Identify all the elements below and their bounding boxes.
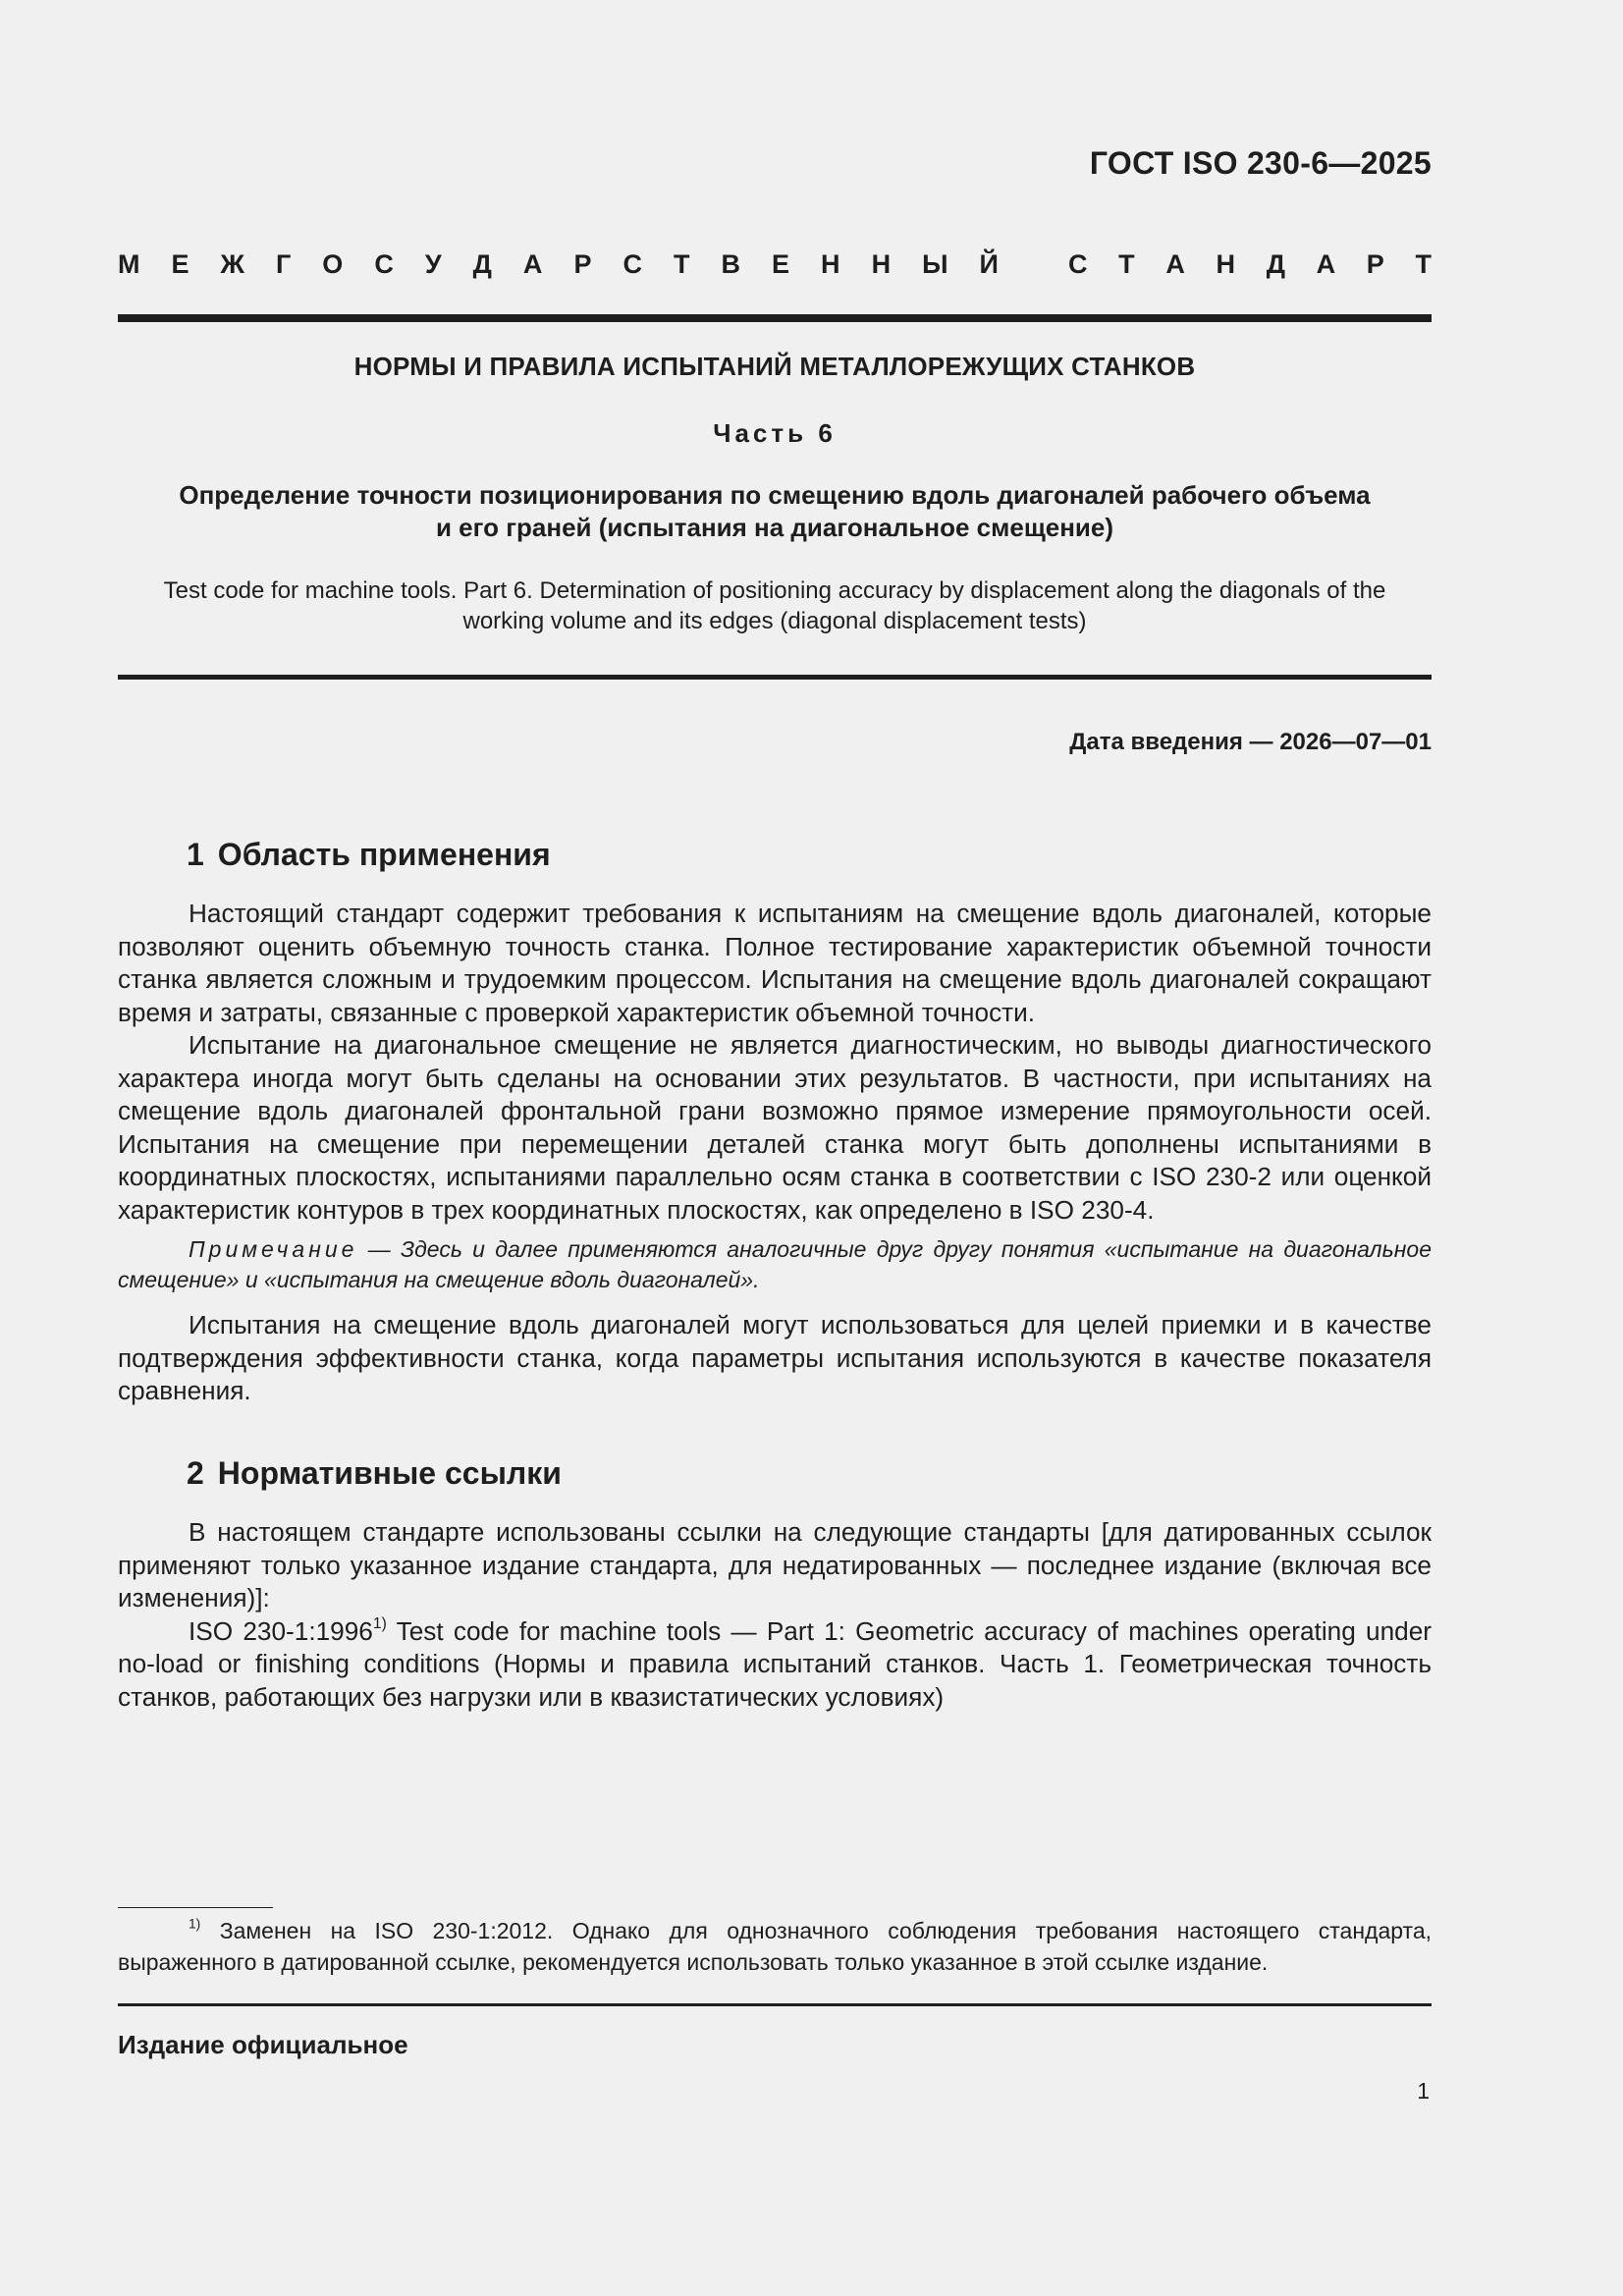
section-2-heading [187,1455,562,1492]
banner-word-standard [1068,249,1432,280]
footer-divider [118,2003,1432,2006]
footnote [118,1915,1432,1978]
subtitle-line: и его граней (испытания на диагональное смещение) [435,513,1114,542]
reference-id: ISO 230-1:1996 [189,1615,373,1646]
paragraph: Испытания на смещение вдоль диагоналей могут использоваться для целей приемки и в качестве подтверждения эффективности станка, когда параметры испытания используются в качестве показателя сравнения. [118,1310,1432,1405]
section-1-body [118,898,1432,1408]
note-label: Примечание [189,1236,358,1262]
standard-banner [118,249,1432,280]
banner-letter: Г [275,249,292,279]
subtitle-line: Определение точности позиционирования по смещению вдоль диагоналей рабочего объема [179,480,1371,510]
footnote-separator [118,1907,273,1908]
banner-letter: А [522,249,543,279]
banner-letter: С [1068,249,1088,279]
introduction-date: Дата введения — 2026—07—01 [1069,729,1432,755]
reference-entry [118,1615,1432,1715]
header-divider [118,314,1432,322]
footnote-marker[interactable]: 1) [372,1614,387,1632]
footnote-text: Заменен на ISO 230-1:2012. Однако для однозначного соблюдения требования настоящего стандарта, выраженного в датированной ссылке, рекомендуется использовать только указанное в этой ссылке издание. [118,1918,1432,1975]
section-title: Нормативные ссылки [217,1455,562,1491]
section-1-heading [187,837,551,873]
section-number: 2 [187,1455,204,1491]
banner-letter: С [622,249,642,279]
banner-letter: Ж [220,249,244,279]
banner-letter: Е [772,249,790,279]
banner-letter: Ы [922,249,948,279]
note-text: — Здесь и далее применяются аналогичные друг другу понятия «испытание на диагональное смещение» и «испытания на смещение вдоль диагоналей». [118,1236,1432,1292]
document-part: Часть 6 [713,418,837,448]
english-title-line: Test code for machine tools. Part 6. Determination of positioning accuracy by displacement along the diagonals of the [163,577,1386,604]
footnote-marker: 1) [189,1916,201,1932]
banner-letter: У [424,249,442,279]
section-number: 1 [187,837,204,872]
page-number: 1 [1417,2078,1430,2104]
banner-letter: Д [1266,249,1285,279]
paragraph: В настоящем стандарте использованы ссылки на следующие стандарты [для датированных ссылок применяют только указанное издание стандарта, для недатированных — последнее издание (включая все изменения)]: [118,1517,1432,1613]
banner-letter: Т [1118,249,1135,279]
banner-letter: А [1316,249,1336,279]
english-title [118,575,1432,636]
banner-letter: Т [1415,249,1432,279]
document-code: ГОСТ ISO 230-6—2025 [1089,145,1432,181]
banner-letter: В [721,249,740,279]
title-divider [118,675,1432,680]
banner-letter: Й [979,249,999,279]
note [118,1234,1432,1295]
banner-letter: Н [871,249,892,279]
banner-letter: Р [1366,249,1384,279]
banner-letter: С [374,249,394,279]
document-title: НОРМЫ И ПРАВИЛА ИСПЫТАНИЙ МЕТАЛЛОРЕЖУЩИХ СТАНКОВ [353,352,1196,381]
banner-letter: А [1165,249,1185,279]
banner-word-interstate [118,249,999,280]
paragraph: Настоящий стандарт содержит требования к испытаниям на смещение вдоль диагоналей, которые позволяют оценить объемную точность станка. Полное тестирование характеристик объемной точности станка является сложным и трудоемким процессом. Испытания на смещение вдоль диагоналей сокращают время и затраты, связанные с проверкой характеристик объемной точности. [118,899,1432,1027]
paragraph: Испытание на диагональное смещение не является диагностическим, но выводы диагностического характера иногда могут быть сделаны на основании этих результатов. В частности, при испытаниях на смещение вдоль диагоналей фронтальной грани возможно прямое измерение прямоугольности осей. Испытания на смещение при перемещении деталей станка могут быть дополнены испытаниями в координатных плоскостях, испытаниями параллельно осям станка в соответствии с ISO 230-2 или оценкой характеристик контуров в трех координатных плоскостях, как определено в ISO 230-4. [118,1030,1432,1225]
reference-text: Test code for machine tools — Part 1: Geometric accuracy of machines operating under no-load or finishing conditions (Нормы и правила испытаний станков. Часть 1. Геометрическая точность станков, работающих без нагрузки или в квазистатических условиях) [118,1615,1432,1712]
banner-letter: Е [171,249,189,279]
banner-letter: М [118,249,140,279]
banner-letter: О [322,249,344,279]
english-title-line: working volume and its edges (diagonal displacement tests) [462,608,1087,634]
section-title: Область применения [217,837,551,872]
edition-label: Издание официальное [118,2030,408,2059]
banner-letter: Д [472,249,492,279]
section-2-body [118,1516,1432,1714]
banner-letter: Р [573,249,592,279]
banner-letter: Н [821,249,840,279]
document-subtitle [118,479,1432,544]
banner-letter: Т [673,249,690,279]
banner-letter: Н [1216,249,1236,279]
